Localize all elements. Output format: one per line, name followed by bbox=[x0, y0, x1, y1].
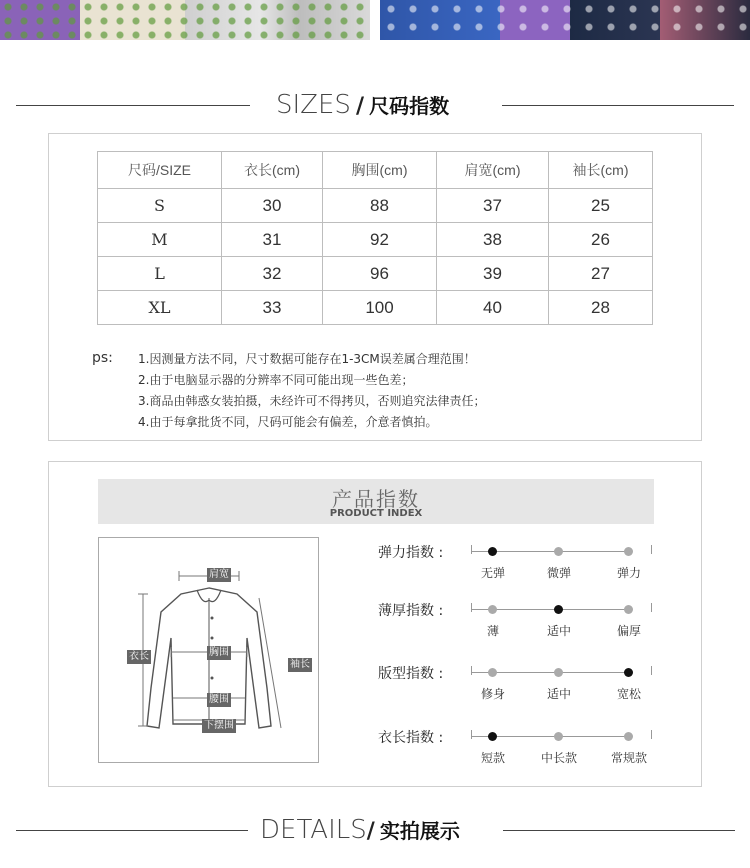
index-dot bbox=[624, 732, 633, 741]
details-heading bbox=[0, 815, 750, 845]
index-dot bbox=[488, 605, 497, 614]
product-photo-strip bbox=[0, 0, 750, 40]
cell-sleeve: 25 bbox=[549, 189, 653, 223]
index-option: 无弹 bbox=[480, 566, 505, 580]
index-row-name: 版型指数 : bbox=[378, 666, 444, 682]
product-index-banner bbox=[98, 479, 654, 524]
index-option: 短款 bbox=[480, 751, 505, 765]
index-dot bbox=[488, 547, 497, 556]
garment-measure-diagram bbox=[98, 537, 319, 763]
cell-shoulder: 38 bbox=[437, 223, 549, 257]
sizes-title-cn: 尺码指数 bbox=[369, 94, 450, 118]
label-waist: 腰围 bbox=[209, 694, 229, 705]
cell-size: XL bbox=[98, 291, 222, 325]
note-item: 1.因测量方法不同，尺寸数据可能存在1-3CM误差属合理范围！ bbox=[138, 352, 476, 366]
details-title-en: DETAILS bbox=[260, 815, 367, 845]
cell-sleeve: 27 bbox=[549, 257, 653, 291]
product-photo-right bbox=[380, 0, 750, 40]
note-item: 3.商品由韩惑女装拍摄，未经许可不得拷贝，否则追究法律责任； bbox=[138, 394, 486, 408]
index-dot bbox=[554, 668, 563, 677]
index-option: 宽松 bbox=[616, 687, 641, 701]
index-dot bbox=[554, 547, 563, 556]
header-shoulder: 肩宽(cm) bbox=[437, 152, 549, 189]
details-title-slash: / bbox=[366, 819, 375, 844]
product-photo-left bbox=[0, 0, 370, 40]
table-row bbox=[98, 291, 653, 325]
cell-chest: 92 bbox=[323, 223, 437, 257]
cell-length: 30 bbox=[222, 189, 323, 223]
index-option: 常规款 bbox=[610, 751, 647, 765]
index-row-name: 衣长指数 : bbox=[378, 730, 444, 746]
index-option: 适中 bbox=[546, 687, 571, 701]
heading-rule-left bbox=[16, 830, 248, 831]
product-index-title-cn: 产品指数 bbox=[332, 487, 420, 511]
heading-rule-right bbox=[502, 105, 734, 106]
size-table-header bbox=[98, 152, 653, 189]
label-chest: 胸围 bbox=[209, 647, 229, 658]
cell-length: 31 bbox=[222, 223, 323, 257]
index-dot bbox=[554, 732, 563, 741]
index-dot bbox=[624, 547, 633, 556]
index-row-elasticity bbox=[378, 545, 658, 585]
label-shoulder: 肩宽 bbox=[209, 569, 229, 580]
cell-chest: 88 bbox=[323, 189, 437, 223]
index-dot bbox=[624, 605, 633, 614]
cell-size: M bbox=[98, 223, 222, 257]
index-option: 微弹 bbox=[546, 566, 571, 580]
cell-chest: 96 bbox=[323, 257, 437, 291]
notes-list bbox=[138, 349, 485, 433]
index-row-thickness bbox=[378, 603, 658, 643]
note-item: 2.由于电脑显示器的分辨率不同可能出现一些色差； bbox=[138, 373, 414, 387]
table-row bbox=[98, 257, 653, 291]
cell-length: 33 bbox=[222, 291, 323, 325]
details-title-cn: 实拍展示 bbox=[379, 819, 460, 843]
label-sleeve: 袖长 bbox=[290, 659, 310, 670]
index-dot bbox=[624, 668, 633, 677]
index-row-name: 薄厚指数 : bbox=[378, 603, 444, 619]
index-option: 薄 bbox=[486, 624, 499, 638]
index-row-name: 弹力指数 : bbox=[378, 545, 444, 561]
cell-shoulder: 40 bbox=[437, 291, 549, 325]
label-hem: 下摆围 bbox=[204, 720, 234, 731]
index-dot bbox=[488, 732, 497, 741]
index-row-length bbox=[378, 730, 658, 770]
cell-shoulder: 39 bbox=[437, 257, 549, 291]
notes-label: ps: bbox=[92, 350, 113, 366]
cell-sleeve: 26 bbox=[549, 223, 653, 257]
heading-rule-right bbox=[503, 830, 735, 831]
cell-length: 32 bbox=[222, 257, 323, 291]
sizes-heading-text bbox=[276, 90, 449, 120]
header-size: 尺码/SIZE bbox=[98, 152, 222, 189]
size-table bbox=[97, 151, 653, 325]
index-option: 修身 bbox=[480, 687, 505, 701]
cell-shoulder: 37 bbox=[437, 189, 549, 223]
header-chest: 胸围(cm) bbox=[323, 152, 437, 189]
index-option: 偏厚 bbox=[616, 624, 641, 638]
index-option: 中长款 bbox=[540, 751, 577, 765]
index-option: 适中 bbox=[546, 624, 571, 638]
index-dot bbox=[554, 605, 563, 614]
table-row bbox=[98, 189, 653, 223]
label-length: 衣长 bbox=[129, 651, 149, 662]
cell-sleeve: 28 bbox=[549, 291, 653, 325]
details-heading-text bbox=[260, 815, 460, 845]
sizes-title-en: SIZES bbox=[276, 90, 351, 120]
index-option: 弹力 bbox=[616, 566, 641, 580]
header-sleeve: 袖长(cm) bbox=[549, 152, 653, 189]
cell-size: S bbox=[98, 189, 222, 223]
sizes-title-slash: / bbox=[356, 94, 365, 119]
product-index-title-en: PRODUCT INDEX bbox=[329, 508, 423, 519]
cell-chest: 100 bbox=[323, 291, 437, 325]
note-item: 4.由于每拿批货不同，尺码可能会有偏差，介意者慎拍。 bbox=[138, 415, 438, 429]
sizes-heading bbox=[0, 90, 750, 120]
cell-size: L bbox=[98, 257, 222, 291]
header-length: 衣长(cm) bbox=[222, 152, 323, 189]
index-row-fit bbox=[378, 666, 658, 706]
heading-rule-left bbox=[16, 105, 250, 106]
table-row bbox=[98, 223, 653, 257]
index-dot bbox=[488, 668, 497, 677]
